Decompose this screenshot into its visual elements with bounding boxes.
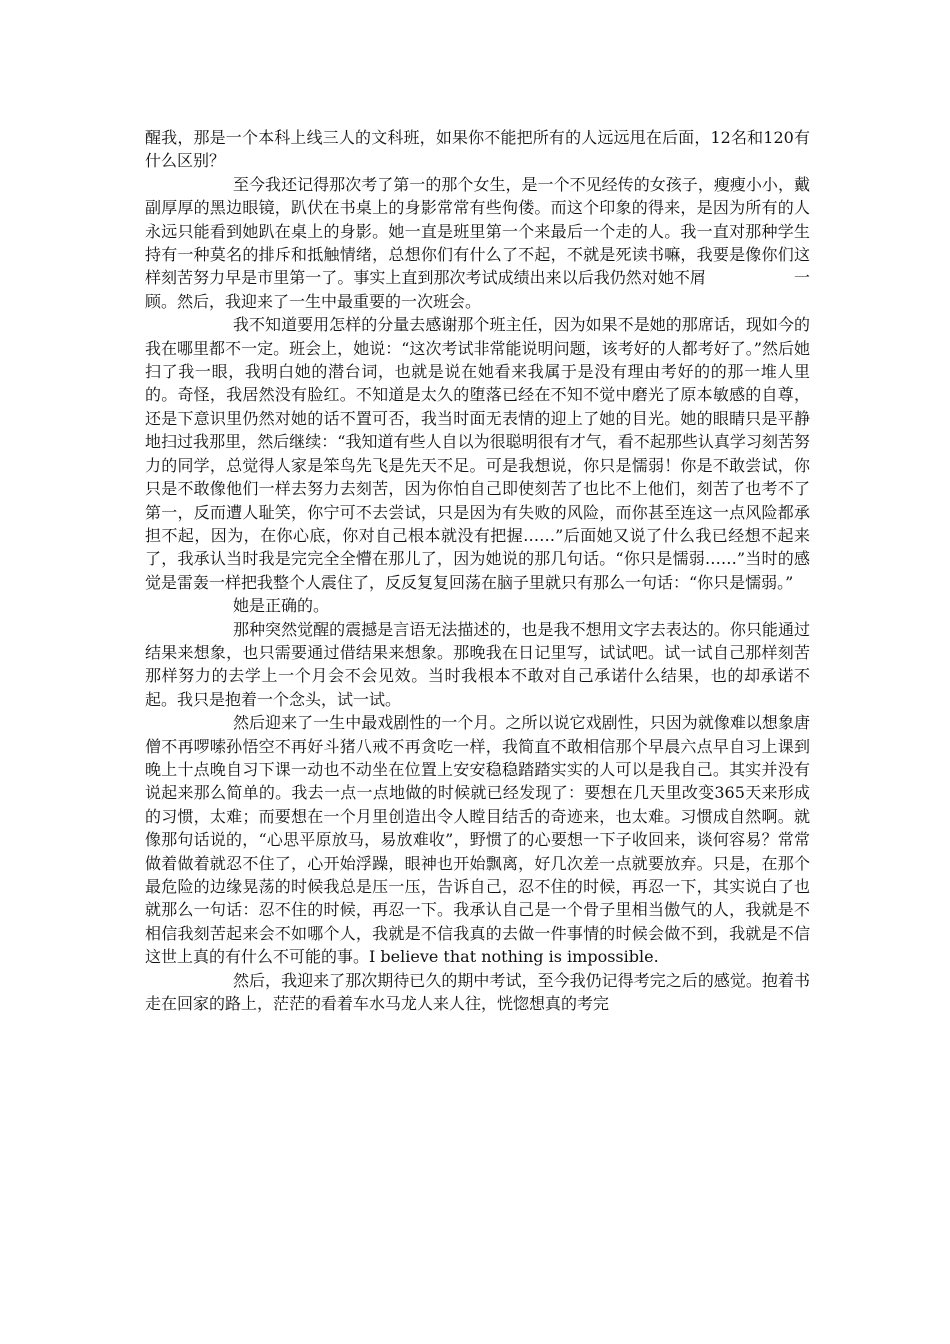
- paragraph-7: 然后，我迎来了那次期待已久的期中考试，至今我仍记得考完之后的感觉。抱着书走在回家的路上，茫茫的看着车水马龙人来人往，恍惚想真的考完: [145, 970, 810, 1014]
- document-body: [145, 126, 810, 1015]
- paragraph-3: 我不知道要用怎样的分量去感谢那个班主任，因为如果不是她的那席话，现如今的我在哪里都不一定。班会上，她说：“这次考试非常能说明问题，该考好的人都考好了。”然后她扫了我一眼，我明白她的潜台词，也就是说在她看来我属于是没有理由考好的的那一堆人里的。奇怪，我居然没有脸红。不知道是太久的堕落已经在不知不觉中磨光了原本敏感的自尊，还是下意识里仍然对她的话不置可否，我当时面无表情的迎上了她的目光。她的眼睛只是平静地扫过我那里，然后继续：“我知道有些人自以为很聪明很有才气，看不起那些认真学习刻苦努力的同学，总觉得人家是笨鸟先飞是先天不足。可是我想说，你只是懦弱！你是不敢尝试，你只是不敢像他们一样去努力去刻苦，因为你怕自己即使刻苦了也比不上他们，刻苦了也考不了第一，反而遭人耻笑，你宁可不去尝试，只是因为有失败的风险，而你甚至连这一点风险都承担不起，因为，在你心底，你对自己根本就没有把握……”后面她又说了什么我已经想不起来了，我承认当时我是完完全全懵在那儿了，因为她说的那几句话。“你只是懦弱……”当时的感觉是雷轰一样把我整个人震住了，反反复复回荡在脑子里就只有那么一句话：“你只是懦弱。”: [145, 315, 810, 592]
- paragraph-5: 那种突然觉醒的震撼是言语无法描述的，也是我不想用文字去表达的。你只能通过结果来想象，也只需要通过借结果来想象。那晚我在日记里写，试试吧。试一试自己那样刻苦那样努力的去学上一个月会不会见效。当时我根本不敢对自己承诺什么结果，也的却承诺不起。我只是抱着一个念头，试一试。: [145, 619, 810, 709]
- paragraph-2-text-after-gap: 一顾。然后，我迎来了一生中最重要的一次班会。: [145, 268, 810, 311]
- paragraph-2-text-before-gap: 至今我还记得那次考了第一的那个女生，是一个不见经传的女孩子，瘦瘦小小，戴副厚厚的黑边眼镜，趴伏在书桌上的身影常常有些佝偻。而这个印象的得来，是因为所有的人永远只能看到她趴在桌上的身影。她一直是班里第一个来最后一个走的人。我一直对那种学生持有一种莫名的排斥和抵触情绪，总想你们有什么了不起，不就是死读书嘛，我要是像你们这样刻苦努力早是市里第一了。事实上直到那次考试成绩出来以后我仍然对她不屑: [145, 174, 810, 288]
- paragraph-2: [145, 173, 810, 313]
- paragraph-6: 然后迎来了一生中最戏剧性的一个月。之所以说它戏剧性，只因为就像难以想象唐僧不再啰嗦孙悟空不再好斗猪八戒不再贪吃一样，我简直不敢相信那个早晨六点早自习上课到晚上十点晚自习下课一动也不动坐在位置上安安稳稳踏踏实实的人可以是我自己。其实并没有说起来那么简单的。我去一点一点地做的时候就已经发现了：要想在几天里改变365天来形成的习惯，太难；而要想在一个月里创造出令人瞠目结舌的奇迹来，也太难。习惯成自然啊。就像那句话说的，“心思平原放马，易放难收”，野惯了的心要想一下子收回来，谈何容易？常常做着做着就忍不住了，心开始浮躁，眼神也开始飘离，好几次差一点就要放弃。只是，在那个最危险的边缘晃荡的时候我总是压一压，告诉自己，忍不住的时候，再忍一下，其实说白了也就那么一句话：忍不住的时候，再忍一下。我承认自己是一个骨子里相当傲气的人，我就是不相信我刻苦起来会不如哪个人，我就是不信我真的去做一件事情的时候会做不到，我就是不信这世上真的有什么不可能的事。I believe that nothing is impossible.: [145, 713, 810, 967]
- paragraph-4: 她是正确的。: [233, 596, 330, 616]
- paragraph-1: 醒我，那是一个本科上线三人的文科班，如果你不能把所有的人远远甩在后面，12名和120有什么区别？: [145, 128, 810, 171]
